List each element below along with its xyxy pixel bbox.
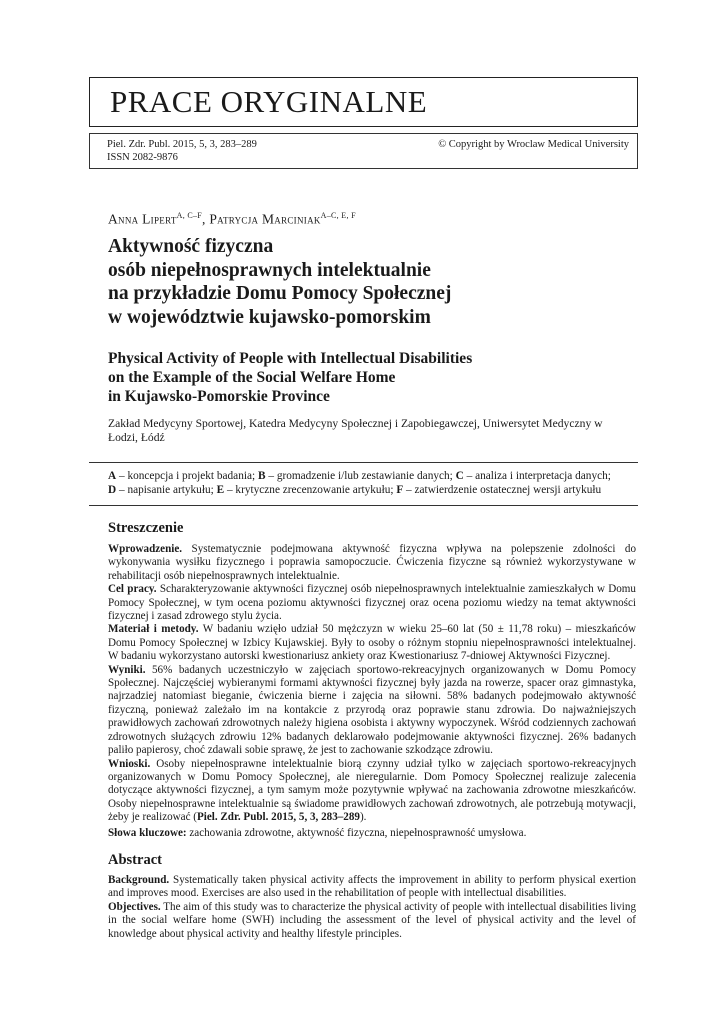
paragraph-text: 56% badanych uczestniczyło w zajęciach sportowo-rekreacyjnych organizowanych w Domu Pomocy Społecznej. Najczęściej wybieranymi formami aktywności fizycznej były jazda na rowerze, spacer oraz gimnastyka, najrzadziej natomiast bieganie, ćwiczenia bierne i zajęcia na siłowni. 58% badanych podejmowało aktywność fizyczną, ponieważ zależało im na kontakcie z przyrodą oraz poprawie stanu zdrowia. Do najważniejszych prawidłowych zachowań zdrowotnych należy higiena osobista i aktywny wypoczynek. Wśród codziennych zachowań zdrowotnych służących zdrowiu 12% badanych deklarowało podejmowanie aktywności fizycznej. 26% badanych paliło papierosy, choć zdawali sobie sprawę, że jest to zachowanie szkodzące zdrowiu. — [108, 663, 636, 757]
title-line: in Kujawsko-Pomorskie Province — [108, 388, 330, 405]
legend-text: – koncepcja i projekt badania; — [116, 470, 258, 482]
wnioski-paragraph — [108, 758, 636, 825]
paragraph-label: Background. — [108, 874, 170, 886]
author-separator: , — [202, 211, 210, 227]
legend-text: – zatwierdzenie ostatecznej wersji artykułu — [403, 484, 602, 496]
paragraph-text: Osoby niepełnosprawne intelektualnie biorą czynny udział tylko w zajęciach sportowo-rekreacyjnych organizowanych w Domu Pomocy Społecznej, ale nieregularnie. Dom Pomocy Społecznej realizuje zalecenia dotyczące aktywności fizycznej, a tym samym może pozytywnie wpływać na zachowania zdrowotne mieszkańców. Osoby niepełnosprawne intelektualnie są świadome prawidłowych zachowań zdrowotnych, ale potrzebują motywacji, żeby je realizować ( — [108, 757, 636, 824]
issn: ISSN 2082-9876 — [107, 152, 178, 163]
legend-key: A — [108, 470, 117, 482]
title-line: na przykładzie Domu Pomocy Społecznej — [108, 283, 452, 304]
legend-text: – krytyczne zrecenzowanie artykułu; — [224, 484, 397, 496]
divider — [89, 505, 638, 506]
title-line: Physical Activity of People with Intellectual Disabilities — [108, 350, 473, 367]
paragraph-text: Systematycznie podejmowana aktywność fizyczna wpływa na polepszenie zdolności do wykonywania wysiłku fizycznego i poprawia samopoczucie. Ćwiczenia fizyczne są również wykorzystywane w rehabilitacji osób niepełnosprawnych intelektualnie. — [108, 543, 636, 582]
objectives-paragraph — [108, 901, 636, 941]
legend-text: – analiza i interpretacja danych; — [463, 470, 611, 482]
section-title: PRACE ORYGINALNE — [110, 84, 428, 119]
paragraph-label: Wprowadzenie. — [108, 543, 183, 555]
keywords — [108, 827, 636, 840]
keywords-text: zachowania zdrowotne, aktywność fizyczna, niepełnosprawność umysłowa. — [186, 827, 527, 839]
legend-key: B — [257, 470, 266, 482]
abstract-heading: Abstract — [108, 852, 162, 868]
legend-line — [108, 469, 633, 483]
title-line: Aktywność fizyczna — [108, 236, 274, 257]
author-name: Anna Lipert — [108, 211, 177, 227]
citation-block — [107, 138, 257, 164]
material-paragraph — [108, 623, 636, 663]
paragraph-label: Wnioski. — [108, 757, 151, 770]
affiliation: Zakład Medycyny Sportowej, Katedra Medycyny Społecznej i Zapobiegawczej, Uniwersytet Medyczny w Łodzi, Łódź — [108, 417, 603, 444]
legend-line — [108, 483, 633, 497]
streszczenie-heading: Streszczenie — [108, 520, 184, 536]
section-header-box — [89, 77, 638, 127]
legend-key: C — [455, 470, 464, 482]
title-line: w województwie kujawsko-pomorskim — [108, 306, 431, 328]
journal-info-box — [89, 133, 638, 169]
author-name: Patrycja Marciniak — [209, 211, 321, 227]
wprowadzenie-paragraph — [108, 543, 636, 583]
paragraph-text: Scharakteryzowanie aktywności fizycznej osób niepełnosprawnych intelektualnie zamieszkałych w Domu Pomocy Społecznej, w tym ocena poziomu aktywności fizycznej oraz ocena poziomu wiedzy na temat aktywności fizycznej i zasad zdrowego stylu życia. — [108, 583, 636, 623]
wyniki-paragraph — [108, 664, 636, 758]
divider — [89, 462, 638, 463]
paragraph-text: W badaniu wzięło udział 50 mężczyzn w wieku 25–60 lat (50 ± 11,78 roku) – mieszkańców Domu Pomocy Społecznej w Izbicy Kujawskiej. Były to osoby o różnym stopniu niepełnosprawności intelektualnej. W badaniu wykorzystano autorski kwestionariusz ankiety oraz Kwestionariusz 7-dniowej Aktywności Fizycznej. — [108, 623, 636, 663]
title-line: osób niepełnosprawnych intelektualnie — [108, 259, 431, 281]
author-contribution: A–C, E, F — [320, 211, 356, 220]
citation-line: Piel. Zdr. Publ. 2015, 5, 3, 283–289 — [107, 139, 257, 150]
copyright: © Copyright by Wroclaw Medical University — [438, 139, 629, 150]
cel-paragraph — [108, 583, 636, 623]
keywords-label: Słowa kluczowe: — [108, 827, 187, 839]
title-english — [108, 349, 628, 406]
paragraph-label: Cel pracy. — [108, 583, 157, 596]
paragraph-label: Objectives. — [108, 900, 161, 913]
legend-key: E — [216, 484, 225, 496]
paragraph-text: Systematically taken physical activity affects the improvement in ability to perform physical exertion and improves mood. Exercises are also used in the rehabilitation of people with intellectual disabilities. — [108, 874, 636, 900]
title-line: on the Example of the Social Welfare Home — [108, 369, 396, 386]
author-contribution: A, C–F — [176, 211, 203, 220]
legend-key: D — [108, 484, 117, 496]
paragraph-label: Materiał i metody. — [108, 623, 199, 636]
title-polish — [108, 235, 628, 329]
author-list — [108, 211, 356, 228]
legend-key: F — [396, 484, 404, 496]
abstract-body — [108, 874, 636, 941]
streszczenie-body — [108, 543, 636, 825]
paragraph-label: Wyniki. — [108, 663, 146, 676]
paragraph-text: ). — [359, 811, 367, 824]
paragraph-text: The aim of this study was to characterize the physical activity of people with intellectual disabilities living in the social welfare home (SWH) including the assessment of the level of physical activity and the level of knowledge about physical activity and healthy lifestyle principles. — [108, 900, 636, 940]
background-paragraph — [108, 874, 636, 901]
legend-text: – napisanie artykułu; — [116, 484, 217, 496]
legend-text: – gromadzenie i/lub zestawianie danych; — [265, 470, 456, 482]
contribution-legend — [108, 469, 633, 497]
citation-ref: Piel. Zdr. Publ. 2015, 5, 3, 283–289 — [197, 811, 360, 824]
